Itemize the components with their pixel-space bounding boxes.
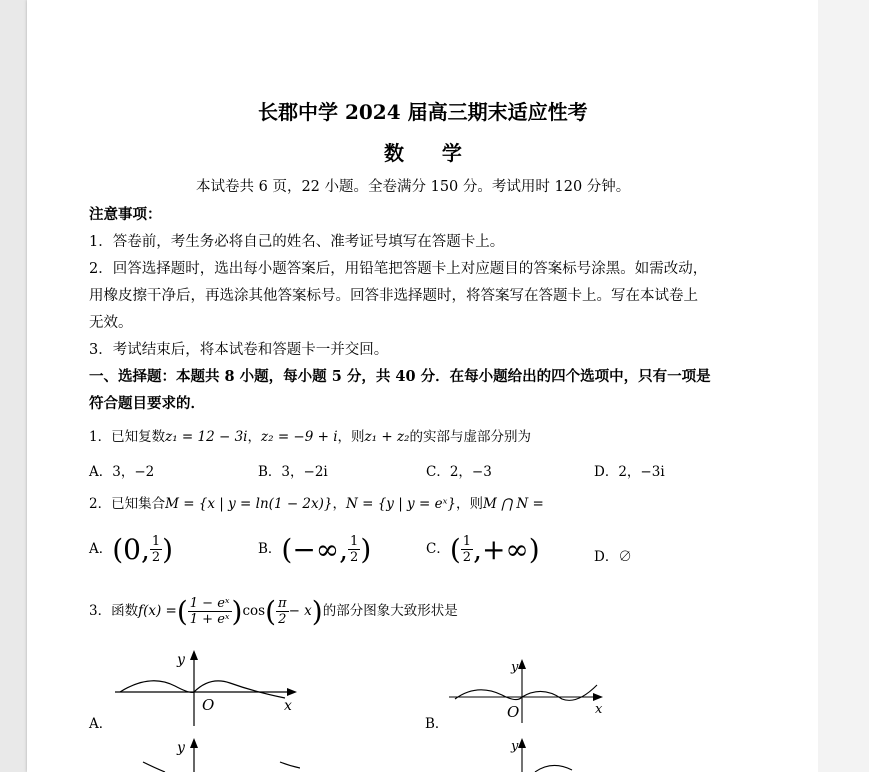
q3-option-b-label[interactable]: B．	[425, 716, 449, 732]
q3-graph-c-partial	[115, 734, 300, 772]
notice-item-2-line1: 2．回答选择题时，选出每小题答案后，用铅笔把答题卡上对应题目的答案标号涂黑。如需改动，	[89, 261, 708, 277]
q1-z2: z₂ = −9 + i	[261, 429, 338, 445]
svg-text:x: x	[595, 702, 603, 717]
svg-text:O: O	[507, 703, 520, 721]
q2-option-a[interactable]: A．(0, $\frac{1}{2}$ )	[89, 533, 174, 566]
question-2-stem	[89, 492, 544, 512]
q1-z1: z₁ = 12 − 3i	[165, 429, 248, 445]
q3-graph-a	[115, 648, 300, 728]
svg-text:O: O	[202, 696, 215, 714]
svg-text:y: y	[177, 740, 185, 756]
subject-title: 数 学	[384, 141, 464, 165]
svg-text:y: y	[511, 660, 519, 675]
q1-option-a[interactable]: A．3，−2	[89, 464, 155, 480]
question-1-stem	[89, 425, 531, 445]
q1-suffix: 的实部与虚部分别为	[409, 429, 531, 445]
q3-option-a-label[interactable]: A．	[89, 716, 113, 732]
q3-prefix: 3．函数	[89, 603, 139, 619]
notice-item-2-line3: 无效。	[89, 315, 133, 331]
q1-option-b[interactable]: B．3，−2i	[258, 464, 328, 480]
q3-suffix: 的部分图象大致形状是	[322, 603, 458, 619]
viewer-side-area	[818, 0, 869, 772]
q2-sep: ，	[332, 496, 346, 512]
svg-text:y: y	[511, 739, 519, 754]
notice-heading: 注意事项：	[89, 206, 162, 223]
q2-option-c[interactable]: C．( $\frac{1}{2}$ ,+∞)	[426, 533, 540, 566]
svg-text:y: y	[177, 652, 185, 668]
exam-info: 本试卷共 6 页，22 小题。全卷满分 150 分。考试用时 120 分钟。	[196, 179, 631, 195]
q2-option-d[interactable]: D．∅	[594, 549, 632, 565]
section-1-heading-line2: 符合题目要求的．	[89, 395, 205, 412]
q1-option-d[interactable]: D．2，−3i	[594, 464, 665, 480]
q3-f: f(x) =	[138, 603, 177, 619]
q3-graph-b	[447, 655, 607, 725]
question-3-stem: 3．函数f(x) =( $\frac{\text{1 − eˣ}}{\text{1 + eˣ}}$ )cos( $\frac{\pi}{2}$ − x)的部分图象大致形状是	[89, 595, 458, 628]
q1-sep: ，	[247, 429, 261, 445]
notice-item-2-line2: 用橡皮擦干净后，再选涂其他答案标号。回答非选择题时，将答案写在答题卡上。写在本试卷上	[89, 288, 698, 304]
q1-mid: ，则	[337, 429, 365, 445]
notice-item-1: 1．答卷前，考生务必将自己的姓名、准考证号填写在答题卡上。	[89, 234, 505, 250]
exam-title: 长郡中学 2024 届高三期末适应性考	[258, 100, 588, 124]
q1-prefix: 1．已知复数	[89, 429, 166, 445]
q2-option-b[interactable]: B．(−∞, $\frac{1}{2}$ )	[258, 533, 372, 566]
q3-graph-d-partial	[447, 736, 607, 772]
q2-set-m: M = {x | y = ln(1 − 2x)}	[165, 496, 333, 512]
q2-mid: ，则	[455, 496, 483, 512]
q2-prefix: 2．已知集合	[89, 496, 166, 512]
document-page	[27, 0, 818, 772]
q1-option-c[interactable]: C．2，−3	[426, 464, 492, 480]
q1-sum: z₁ + z₂	[364, 429, 410, 445]
section-1-heading-line1: 一、选择题：本题共 8 小题，每小题 5 分，共 40 分．在每小题给出的四个选项中，只有一项是	[89, 368, 711, 385]
q3-cos: cos	[242, 603, 266, 619]
q2-set-n: N = {y | y = eˣ}	[346, 496, 456, 512]
svg-text:x: x	[284, 698, 292, 714]
q2-expr: M ⋂ N =	[482, 496, 544, 512]
notice-item-3: 3．考试结束后，将本试卷和答题卡一并交回。	[89, 342, 389, 358]
